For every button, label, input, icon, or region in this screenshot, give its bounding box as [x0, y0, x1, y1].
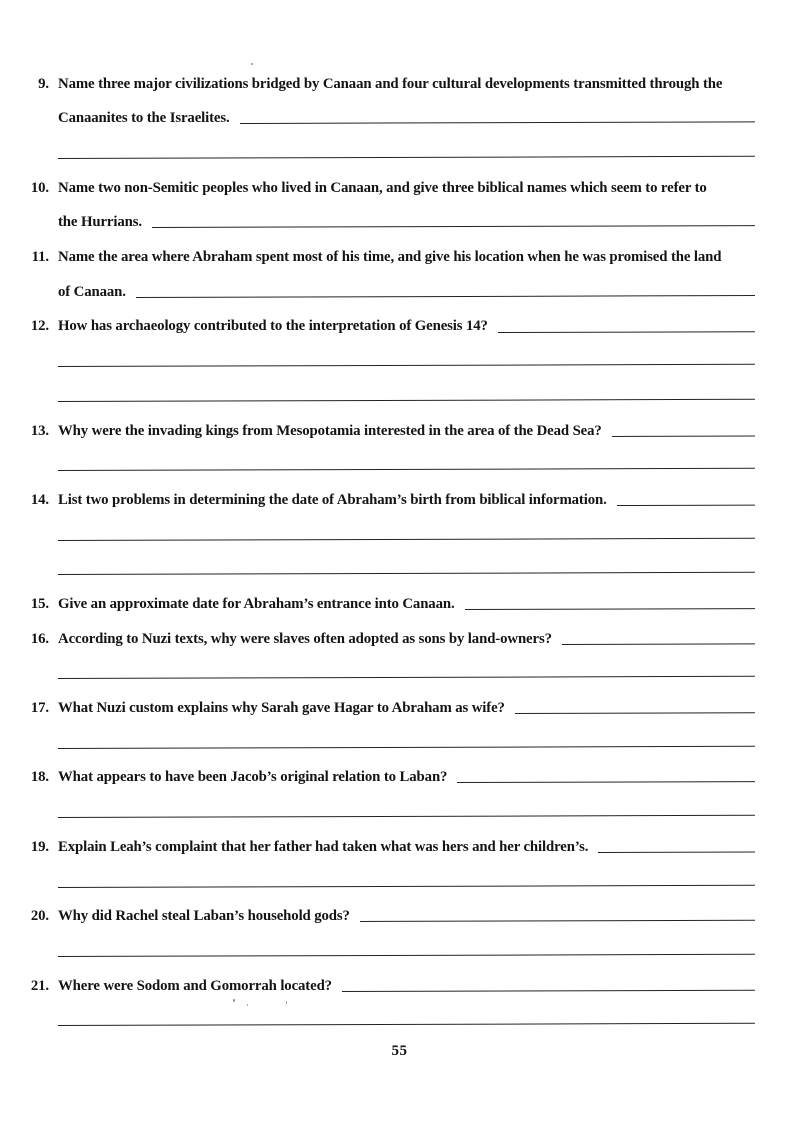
answer-blank-full: [58, 746, 755, 749]
answer-blank-full: [58, 815, 755, 818]
question-number: 10.: [30, 179, 49, 196]
scan-artifact: [286, 1001, 287, 1004]
question-item: [25, 234, 755, 303]
question-item: [25, 408, 755, 477]
question-text-line: According to Nuzi texts, why were slaves often adopted as sons by land-owners?: [58, 630, 552, 647]
question-item: [25, 477, 755, 581]
answer-blank-full: [58, 156, 755, 159]
question-number: 9.: [38, 75, 49, 92]
answer-blank-inline: [136, 295, 755, 298]
question-number: 15.: [30, 595, 49, 612]
question-text-line: Why were the invading kings from Mesopotamia interested in the area of the Dead Sea?: [58, 422, 602, 439]
answer-blank-inline: [598, 851, 755, 852]
question-text-line: Name two non-Semitic peoples who lived in Canaan, and give three biblical names which seem to refer to: [58, 179, 707, 196]
question-item: [25, 824, 755, 893]
question-item: [25, 685, 755, 754]
answer-blank-inline: [342, 989, 755, 991]
question-text-line: Name three major civilizations bridged by Canaan and four cultural developments transmitted through the: [58, 75, 723, 92]
question-number: 17.: [30, 700, 49, 717]
answer-blank-full: [58, 954, 755, 957]
answer-blank-full: [58, 537, 755, 540]
question-text-line: What appears to have been Jacob’s original relation to Laban?: [58, 769, 448, 786]
answer-blank-inline: [152, 226, 755, 229]
question-item: [25, 581, 755, 616]
question-number: 11.: [31, 249, 49, 266]
question-text-line: Explain Leah’s complaint that her father had taken what was hers and her children’s.: [58, 838, 589, 855]
questions: [25, 61, 755, 1032]
answer-blank-inline: [240, 122, 755, 125]
question-number: 18.: [30, 769, 49, 786]
question-item: [25, 61, 755, 165]
question-item: [25, 963, 755, 1032]
question-text-line: of Canaan.: [58, 283, 126, 300]
question-item: [25, 304, 755, 408]
question-text-line: the Hurrians.: [58, 214, 142, 231]
question-text-line: Give an approximate date for Abraham’s entrance into Canaan.: [58, 595, 455, 612]
answer-blank-full: [58, 572, 755, 575]
question-number: 19.: [30, 838, 49, 855]
scan-artifact: [251, 63, 253, 65]
question-text-line: Why did Rachel steal Laban’s household gods?: [58, 908, 350, 925]
answer-blank-full: [58, 1023, 755, 1026]
question-number: 12.: [30, 318, 49, 335]
question-number: 20.: [30, 908, 49, 925]
question-number: 21.: [30, 977, 49, 994]
question-text-line: List two problems in determining the date of Abraham’s birth from biblical information.: [58, 491, 607, 508]
answer-blank-full: [58, 399, 755, 402]
question-item: [25, 165, 755, 234]
answer-blank-full: [58, 468, 755, 471]
question-text-line: Canaanites to the Israelites.: [58, 110, 230, 127]
answer-blank-full: [58, 364, 755, 367]
question-text-line: Name the area where Abraham spent most of his time, and give his location when he was promised the land: [58, 249, 722, 266]
answer-blank-inline: [498, 331, 755, 333]
answer-blank-inline: [612, 435, 755, 436]
scan-artifact: [233, 999, 235, 1002]
answer-blank-inline: [562, 643, 755, 645]
page-number: 55: [391, 1043, 408, 1059]
answer-blank-full: [58, 676, 755, 679]
question-number: 16.: [30, 630, 49, 647]
answer-blank-full: [58, 884, 755, 887]
question-text-line: How has archaeology contributed to the interpretation of Genesis 14?: [58, 318, 488, 335]
question-text-line: Where were Sodom and Gomorrah located?: [58, 977, 332, 994]
question-item: [25, 616, 755, 685]
answer-blank-inline: [617, 505, 755, 506]
question-item: [25, 755, 755, 824]
answer-blank-inline: [457, 782, 755, 784]
answer-blank-inline: [465, 608, 755, 610]
question-item: [25, 894, 755, 963]
question-text-line: What Nuzi custom explains why Sarah gave Hagar to Abraham as wife?: [58, 700, 505, 717]
scan-artifact: [247, 1004, 248, 1006]
question-number: 13.: [30, 422, 49, 439]
answer-blank-inline: [515, 712, 755, 714]
question-number: 14.: [30, 491, 49, 508]
answer-blank-inline: [360, 920, 755, 922]
